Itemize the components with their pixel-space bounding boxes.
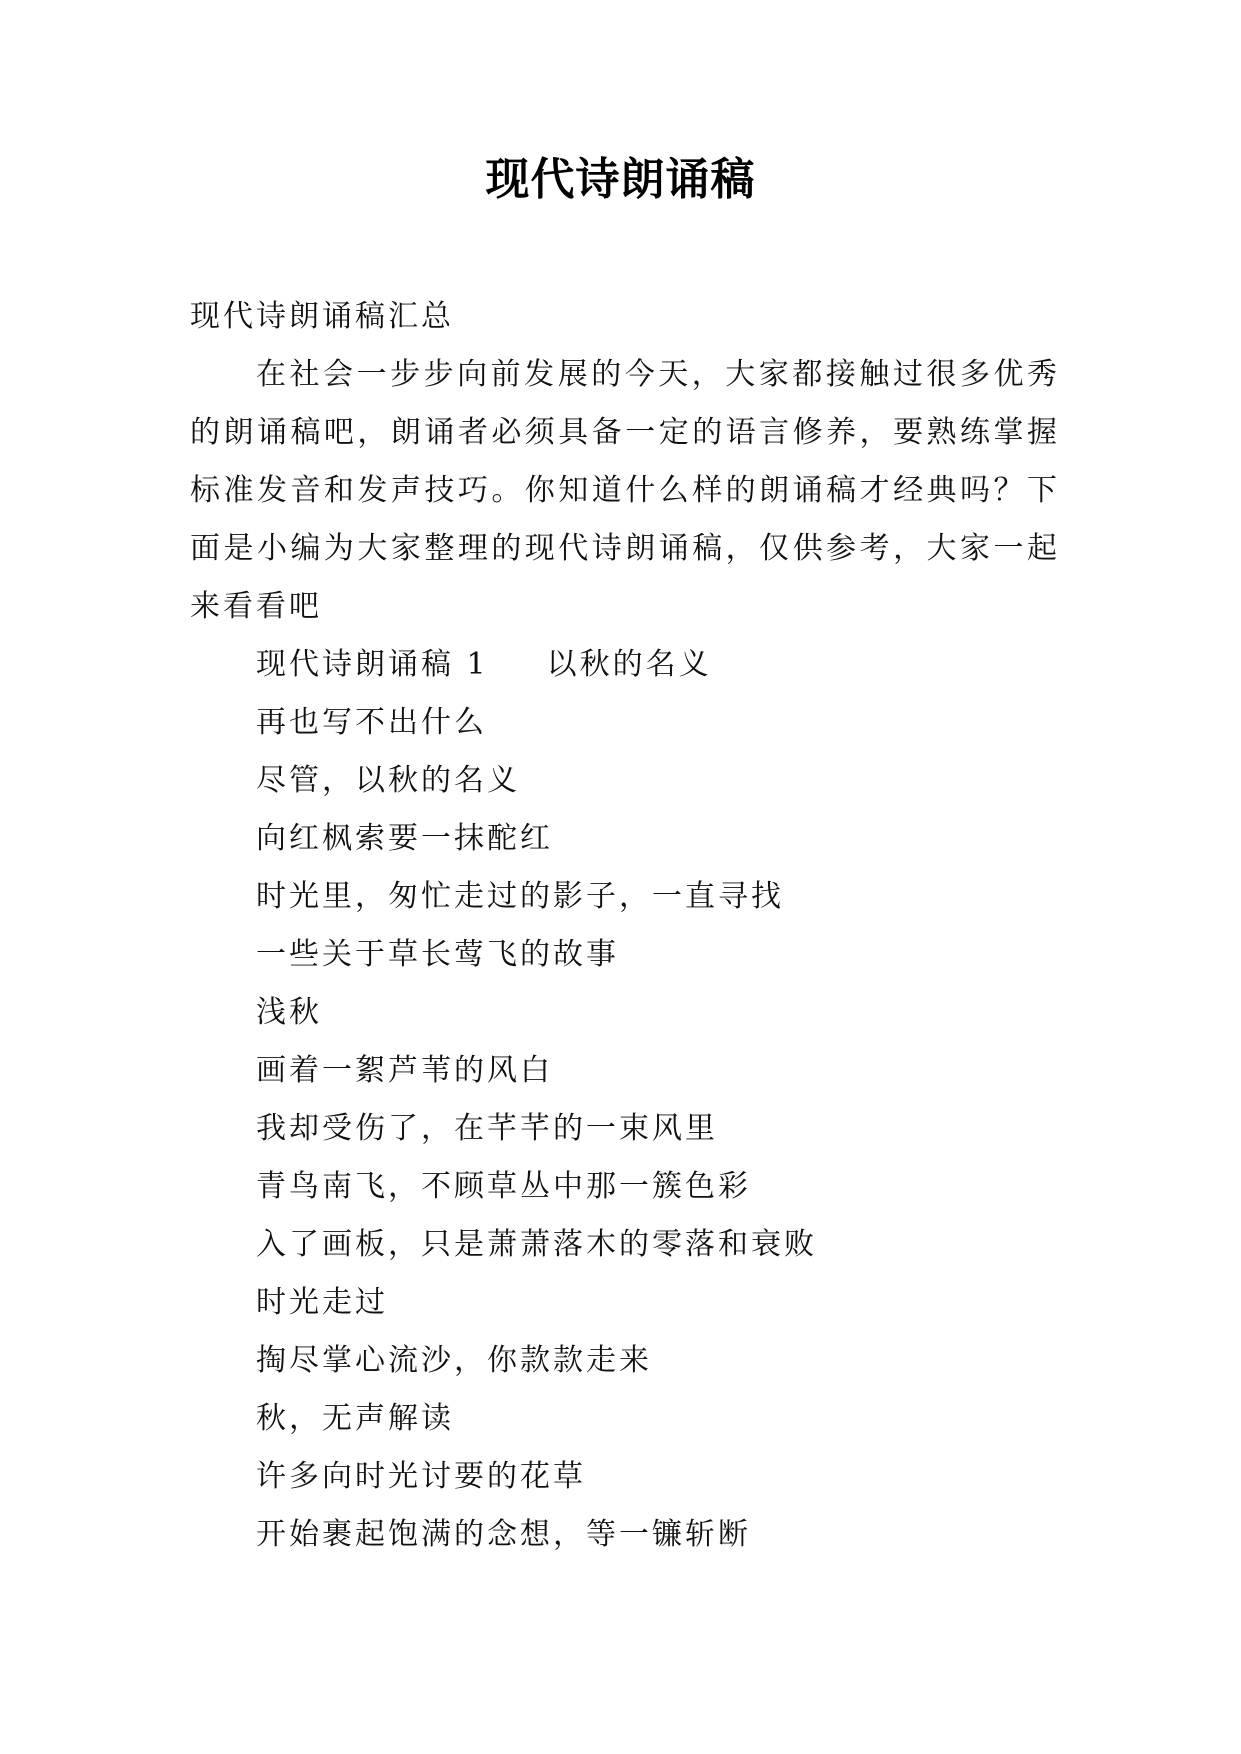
poem-line: 开始裹起饱满的念想，等一镰斩断	[256, 1517, 751, 1552]
poem-line: 一些关于草长莺飞的故事	[256, 937, 619, 972]
poem-heading-label: 现代诗朗诵稿 1	[256, 647, 489, 682]
poem-line: 再也写不出什么	[256, 705, 487, 740]
poem-line: 尽管，以秋的名义	[256, 763, 520, 798]
poem-line: 许多向时光讨要的花草	[256, 1459, 586, 1494]
poem-heading	[190, 636, 1060, 694]
document-body	[190, 288, 1060, 1564]
poem-line: 时光走过	[256, 1285, 388, 1320]
poem-line: 秋，无声解读	[256, 1401, 454, 1436]
poem-line: 入了画板，只是萧萧落木的零落和衰败	[256, 1227, 817, 1262]
document-subtitle: 现代诗朗诵稿汇总	[190, 299, 454, 334]
poem-line: 青鸟南飞，不顾草丛中那一簇色彩	[256, 1169, 751, 1204]
document-title: 现代诗朗诵稿	[485, 154, 756, 205]
poem-line: 掏尽掌心流沙，你款款走来	[256, 1343, 652, 1378]
poem-line: 画着一絮芦苇的风白	[256, 1053, 553, 1088]
poem-line: 我却受伤了，在芊芊的一束风里	[256, 1111, 718, 1146]
poem-line: 向红枫索要一抹酡红	[256, 821, 553, 856]
intro-paragraph: 在社会一步步向前发展的今天，大家都接触过很多优秀的朗诵稿吧，朗诵者必须具备一定的语言修养，要熟练掌握标准发音和发声技巧。你知道什么样的朗诵稿才经典吗？下面是小编为大家整理的现代诗朗诵稿，仅供参考，大家一起来看看吧	[190, 357, 1060, 624]
poem-heading-title: 以秋的名义	[546, 647, 712, 682]
poem-line: 时光里，匆忙走过的影子，一直寻找	[256, 879, 784, 914]
poem-line: 浅秋	[256, 995, 322, 1030]
